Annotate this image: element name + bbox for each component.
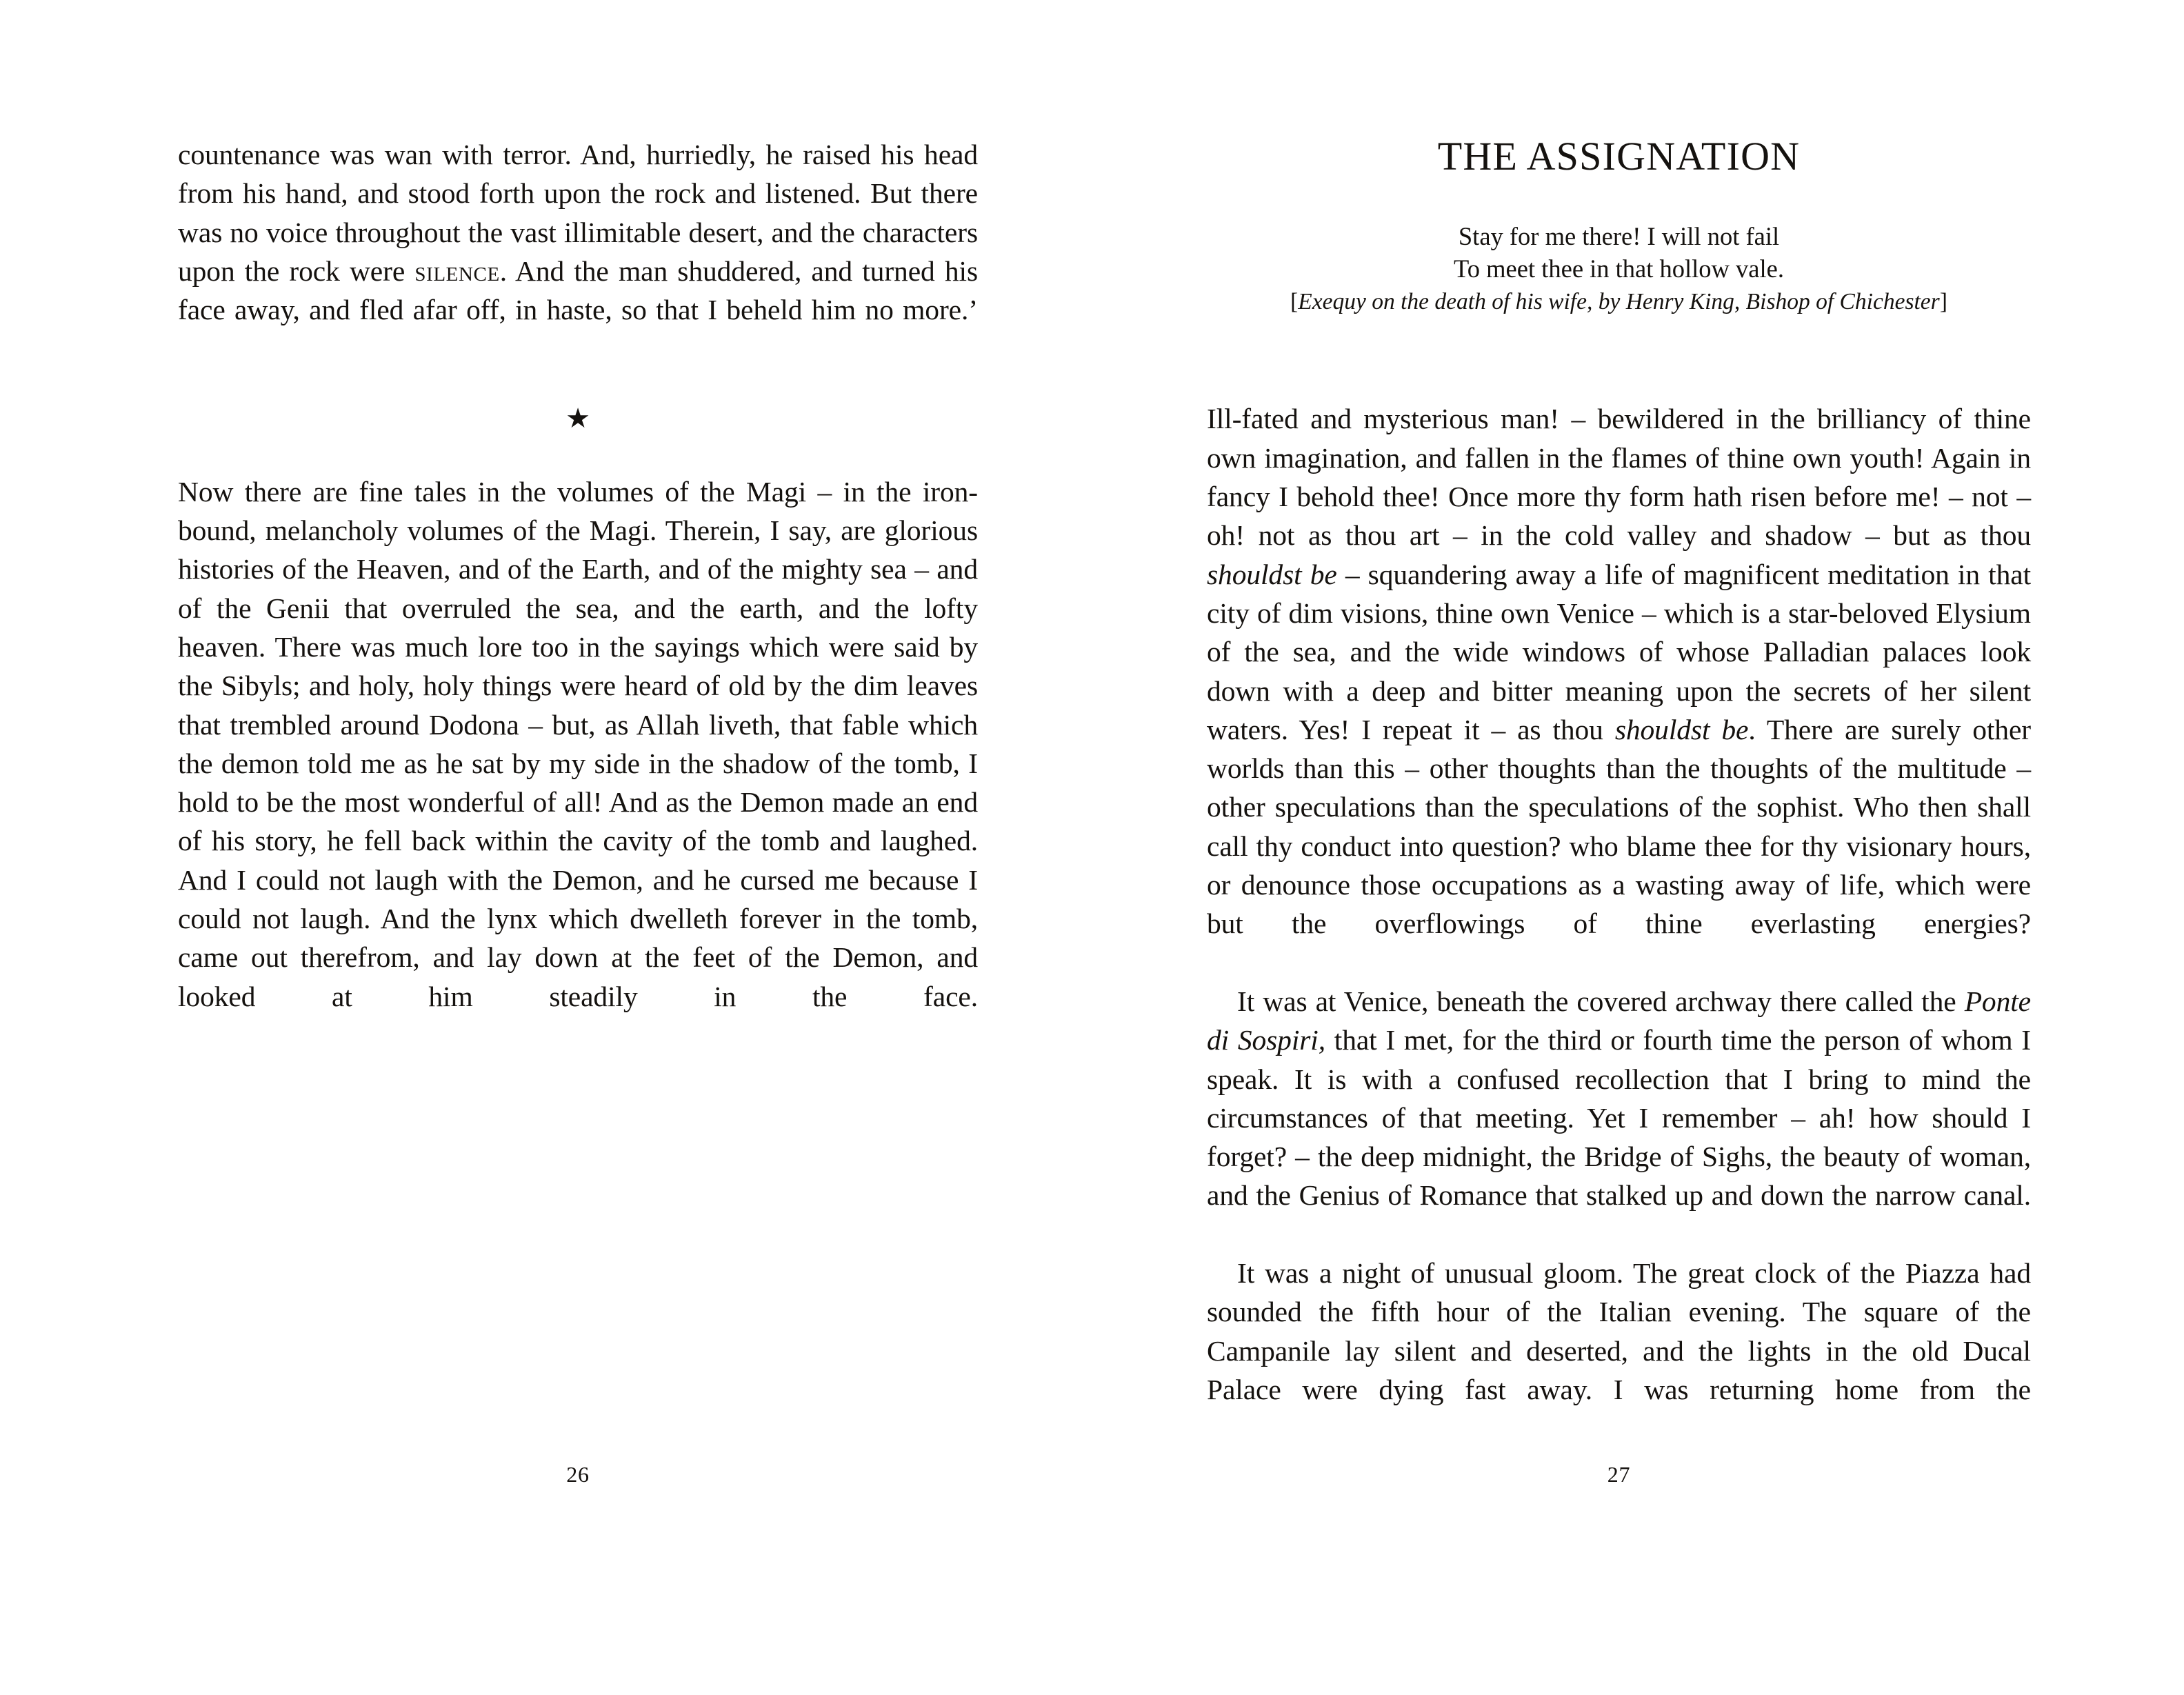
paragraph-night-of-gloom bbox=[1207, 1254, 2031, 1447]
bracket-close: ] bbox=[1939, 289, 1947, 315]
run-text: Ill-fated and mysterious man! – bewildered in the brilliancy of thine own imagination, and fallen in the flames of thine own youth! Again in fancy I behold thee! Once more thy form hath risen before me! – not – oh! not as thou art – in the cold valley and shadow – but as thou bbox=[1207, 403, 2031, 552]
epigraph-line-2: To meet thee in that hollow vale. bbox=[1454, 254, 1784, 283]
bracket-open: [ bbox=[1290, 289, 1299, 315]
left-page-textblock bbox=[178, 135, 978, 1054]
paragraph-magi bbox=[178, 472, 978, 1054]
run-text: . There are surely other worlds than this – other thoughts than the thoughts of the multitude – other speculations than the speculations of the sophist. Who then shall call thy conduct into question? who blame thee for thy visionary hours, or denounce those occupations as a wasting away of life, which were but the overflowings of thine everlasting energies? bbox=[1207, 713, 2031, 940]
star-divider: ★ bbox=[565, 402, 590, 434]
italic-ponte-di-sospiri: Ponte di Sospiri, bbox=[1207, 985, 2031, 1056]
left-page bbox=[178, 0, 978, 1695]
epigraph bbox=[1207, 177, 2031, 318]
folio-left: 26 bbox=[566, 1462, 590, 1487]
run-text: It was at Venice, beneath the covered archway there called the bbox=[1237, 985, 1965, 1017]
paragraph-at-venice bbox=[1207, 982, 2031, 1254]
italic-shouldst-be-1: shouldst be bbox=[1207, 558, 1337, 590]
small-caps-silence: silence bbox=[414, 254, 500, 287]
run-text: countenance was wan with terror. And, hurriedly, he raised his head from his hand, and stood forth upon the rock and listened. But there was no voice throughout the vast illimitable desert, and the characters upon the rock were bbox=[178, 139, 978, 287]
chapter-title: THE ASSIGNATION bbox=[1437, 134, 1801, 179]
right-page bbox=[1207, 0, 2031, 1695]
paragraph-ill-fated bbox=[1207, 399, 2031, 981]
right-page-textblock bbox=[1207, 135, 2031, 1447]
epigraph-line-1: Stay for me there! I will not fail bbox=[1458, 222, 1780, 251]
epigraph-attribution bbox=[1207, 285, 2031, 318]
run-text: It was a night of unusual gloom. The great clock of the Piazza had sounded the fifth hour of the Italian evening. The square of the Campanile lay silent and deserted, and the lights in the old Ducal Palace were dying fast away. I was returning home from the bbox=[1207, 1257, 2031, 1405]
run-text: . And the man shuddered, and turned his face away, and fled afar off, in haste, so that I beheld him no more.’ bbox=[178, 254, 979, 326]
paragraph-silence-ending bbox=[178, 135, 978, 368]
italic-shouldst-be-2: shouldst be bbox=[1614, 713, 1749, 745]
run-text: that I met, for the third or fourth time the person of whom I speak. It is with a confused recollection that I bring to mind the circumstances of that meeting. Yet I remember – ah! how should I forget? – the deep midnight, the Bridge of Sighs, the beauty of woman, and the Genius of Romance that stalked up and down the narrow canal. bbox=[1207, 1024, 2031, 1212]
attribution-text: Exequy on the death of his wife, by Henry King, Bishop of Chichester bbox=[1298, 289, 1940, 315]
epigraph-spacer bbox=[1207, 318, 2031, 399]
run-text: Now there are fine tales in the volumes of the Magi – in the iron-bound, melancholy volumes of the Magi. Therein, I say, are glorious histories of the Heaven, and of the Earth, and of the mighty sea – and of the Genii that overruled the sea, and the earth, and the lofty heaven. There was much lore too in the sayings which were said by the Sibyls; and holy, holy things were heard of old by the dim leaves that trembled around Dodona – but, as Allah liveth, that fable which the demon told me as he sat by my side in the shadow of the tomb, I hold to be the most wonderful of all! And as the Demon made an end of his story, he fell back within the cavity of the tomb and laughed. And I could not laugh with the Demon, and he cursed me because I could not laugh. And the lynx which dwelleth forever in the tomb, came out therefrom, and lay down at the feet of the Demon, and looked at him steadily in the face. bbox=[178, 475, 978, 1012]
folio-right: 27 bbox=[1607, 1462, 1631, 1487]
run-text: – squandering away a life of magnificent meditation in that city of dim visions, thine own Venice – which is a star-beloved Elysium of the sea, and the wide windows of whose Palladian palaces look down with a deep and bitter meaning upon the secrets of her silent waters. Yes! I repeat it – as thou bbox=[1207, 558, 2031, 745]
